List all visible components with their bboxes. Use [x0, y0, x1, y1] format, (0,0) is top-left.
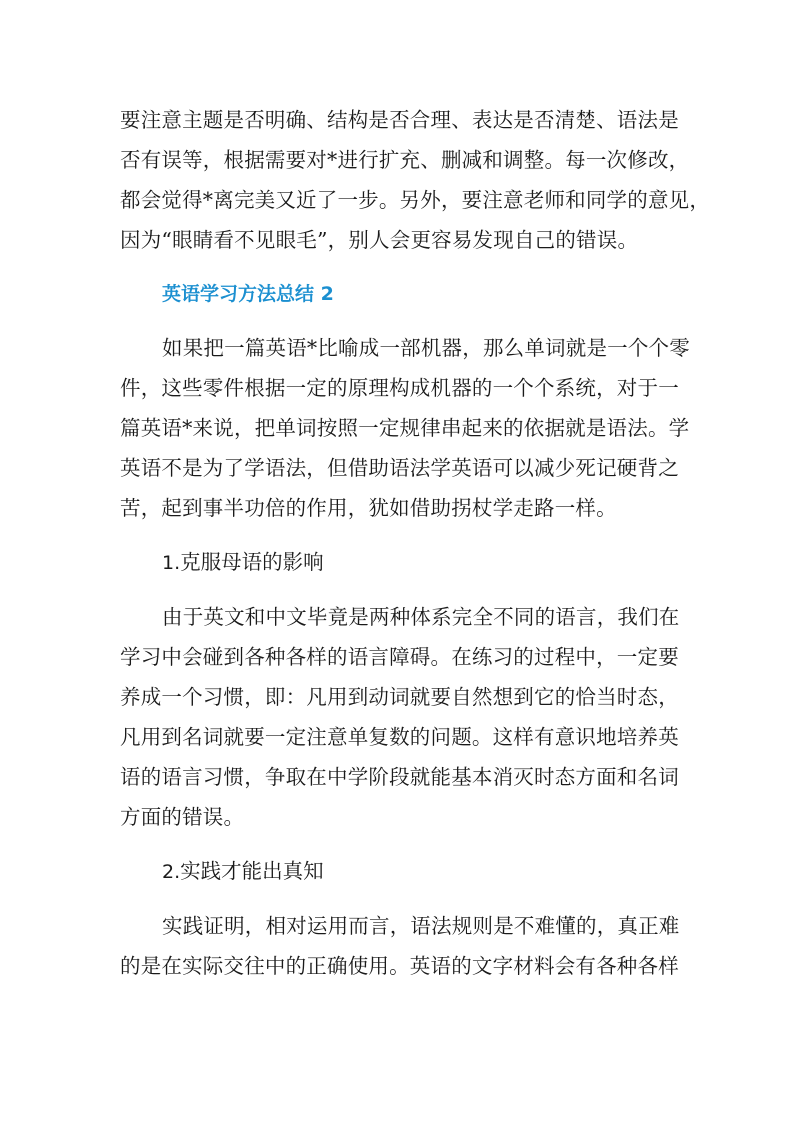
- paragraph-4: [120, 906, 682, 986]
- paragraph-line: 苦，起到事半功倍的作用，犹如借助拐杖学走路一样。: [120, 496, 617, 520]
- section-heading: 英语学习方法总结 2: [162, 283, 334, 305]
- paragraph-line: 要注意主题是否明确、结构是否合理、表达是否清楚、语法是: [120, 108, 679, 132]
- paragraph-line: 的是在实际交往中的正确使用。英语的文字材料会有各种各样: [120, 954, 679, 978]
- subheading-overcome-native-language: [120, 542, 682, 583]
- paragraph-line: 如果把一篇英语*比喻成一部机器，那么单词就是一个个零: [162, 336, 690, 360]
- paragraph-line: 语的语言习惯，争取在中学阶段就能基本消灭时态方面和名词: [120, 765, 679, 789]
- paragraph-3: [120, 597, 682, 837]
- subheading-text: 实践才能出真知: [180, 859, 324, 883]
- paragraph-line: 因为“眼睛看不见眼毛”，别人会更容易发现自己的错误。: [120, 228, 639, 252]
- paragraph-line: 否有误等，根据需要对*进行扩充、删减和调整。每一次修改，: [120, 148, 690, 172]
- paragraph-line: 凡用到名词就要一定注意单复数的问题。这样有意识地培养英: [120, 725, 679, 749]
- subheading-text: 克服母语的影响: [180, 550, 324, 574]
- document-page: [120, 100, 711, 986]
- paragraph-line: 篇英语*来说，把单词按照一定规律串起来的依据就是语法。学: [120, 416, 690, 440]
- paragraph-line: 都会觉得*离完美又近了一步。另外，要注意老师和同学的意见，: [120, 188, 711, 212]
- paragraph-line: 方面的错误。: [120, 805, 245, 829]
- paragraph-line: 学习中会碰到各种各样的语言障碍。在练习的过程中，一定要: [120, 645, 679, 669]
- paragraph-1: [120, 100, 711, 260]
- paragraph-line: 件，这些零件根据一定的原理构成机器的一个个系统，对于一: [120, 376, 679, 400]
- paragraph-line: 由于英文和中文毕竟是两种体系完全不同的语言，我们在: [162, 605, 680, 629]
- paragraph-line: 实践证明，相对运用而言，语法规则是不难懂的，真正难: [162, 914, 680, 938]
- paragraph-line: 养成一个习惯，即：凡用到动词就要自然想到它的恰当时态，: [120, 685, 679, 709]
- subheading-number: 2.: [162, 861, 181, 883]
- paragraph-2: [120, 328, 690, 528]
- subheading-practice: [120, 851, 682, 892]
- subheading-number: 1.: [162, 552, 181, 574]
- paragraph-line: 英语不是为了学语法，但借助语法学英语可以减少死记硬背之: [120, 456, 679, 480]
